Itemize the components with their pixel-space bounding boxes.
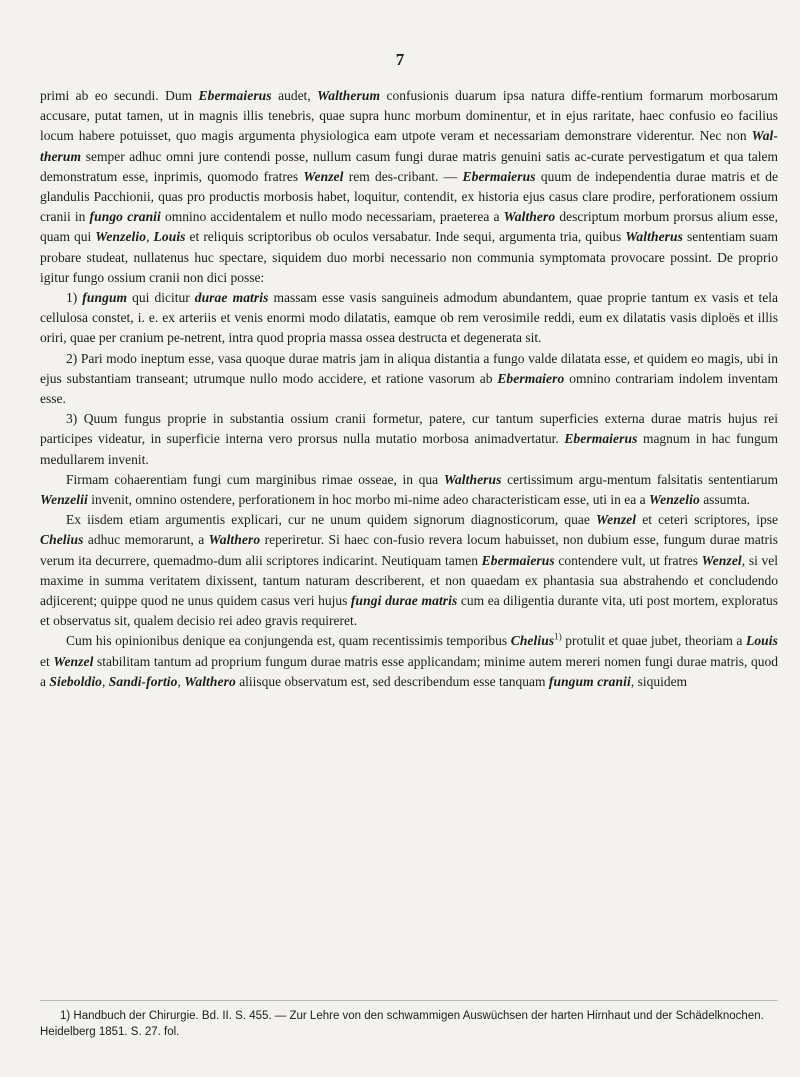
text-run: audet, — [271, 88, 318, 103]
paragraph-6 — [40, 510, 778, 631]
paragraph-2 — [40, 288, 778, 349]
italic-name: Ebermaierus — [564, 431, 638, 447]
italic-name: Wenzel — [596, 512, 637, 528]
text-run: cum ea diligentia durante vita, uti post mortem, exploratus et observatus sit, qualem decisio rei adeo gravis requireret. — [40, 593, 779, 629]
text-run: , — [177, 673, 185, 689]
footnote-divider — [40, 1000, 778, 1001]
text-run: massam esse vasis sanguineis admodum abundantem, quae proprie tantum ex vasis et tela cellulosa constet, i. e. ex arteriis et venis enormi modo dilatatis, eamque ob rem verosimile reddi, eum ex dilatatis vasis diploës et illis oriri, quae per cranium pe-netrent, intra quod propria massa ossea destructa et degenerata sit. — [40, 290, 779, 346]
text-run: semper adhuc omni jure contendi posse, nullum casum fungi durae matris genuini satis ac-curate pervestigatum et qua talem demonstratum esse, inprimis, quomodo fratres — [40, 148, 778, 184]
italic-name: fungum — [82, 290, 128, 306]
italic-name: durae matris — [194, 290, 269, 306]
page-number: 7 — [395, 50, 405, 69]
italic-name: Louis — [153, 229, 186, 245]
text-run: descriptum morbum prorsus alium esse, quam qui — [40, 209, 779, 245]
italic-name: Wenzel — [303, 168, 344, 184]
text-run: aliisque observatum est, sed describendum esse tanquam — [235, 673, 549, 689]
text-run: stabilitam tantum ad proprium fungum durae matris esse applicandam; minime autem mereri nomen fungi durae matris, quod a — [40, 653, 778, 689]
text-run: magnum in hac fungum medullarem invenit. — [40, 431, 778, 467]
text-run: 3) Quum fungus proprie in substantia ossium cranii formetur, patere, cur tantum superficies externa durae matris hujus rei participes videatur, in superficie interna vero prorsus nulla mutatio morbosa animadvertatur. — [40, 411, 778, 447]
text-run: et ceteri scriptores, ipse — [636, 512, 779, 528]
text-run: quum de independentia durae matris et de glandulis Pacchionii, quas pro productis morbosis habet, loquitur, contendit, ex historia ejus casus clare prodire, perforationem ossium cranii in — [40, 168, 779, 225]
italic-name: Ebermaiero — [497, 370, 565, 386]
text-run: , — [102, 673, 109, 689]
italic-name: Louis — [745, 633, 778, 649]
italic-name: fungum cranii — [548, 673, 631, 689]
italic-name: Wenzelio — [649, 492, 700, 508]
italic-name: Chelius — [40, 532, 84, 548]
text-run: , si vel maxime in summa veritatem dixissent, tantum naturam describerent, et non quaedam ex phantasia sua abstrahendo et concludendo adjicerent; quippe quod ne unus quidem casus veri hujus — [40, 552, 778, 609]
italic-name: Ebermaierus — [481, 552, 555, 568]
italic-name: fungo cranii — [89, 209, 161, 225]
text-run: , — [146, 229, 154, 245]
paragraph-4 — [40, 409, 778, 470]
text-run: omnino accidentalem et nullo modo necessariam, praeterea a — [160, 209, 504, 225]
italic-name: Wenzel — [53, 653, 94, 669]
italic-name: fungi durae matris — [350, 593, 458, 609]
text-run: primi ab eo secundi. Dum — [40, 88, 199, 103]
italic-name: Walthero — [503, 209, 556, 225]
text-run: , siquidem — [630, 673, 688, 689]
italic-name: Walthero — [208, 532, 261, 548]
text-run: omnino contrariam indolem inventam esse. — [40, 370, 779, 407]
footnotes — [40, 1008, 778, 1040]
paragraph-1 — [40, 86, 778, 288]
text-run: 1) — [66, 290, 83, 306]
text-run: Cum his opinionibus denique ea conjungenda est, quam recentissimis temporibus — [66, 633, 511, 649]
italic-name: Wal-therum — [40, 128, 778, 164]
italic-name: Wenzel — [701, 552, 742, 568]
paragraph-5 — [40, 470, 778, 510]
text-run: confusionis duarum ipsa natura diffe-rentium formarum morbosarum accusare, putat tamen, ut in magnis illis tenebris, quae supra hunc morbum dominentur, et in ejus raritate, haec confusio eo facilius locum habere potuisset, quo magis argumenta physiologica eam utpote veram et necessariam demonstrare viderentur. Nec non — [40, 88, 778, 144]
footnote-1: 1) Handbuch der Chirurgie. Bd. II. S. 455. — Zur Lehre von den schwammigen Auswüchsen der harten Hirnhaut und der Schädelknochen. Heidelberg 1851. S. 27. fol. — [40, 1010, 764, 1038]
text-run: Ex iisdem etiam argumentis explicari, cur ne unum quidem signorum diagnosticorum, quae — [66, 512, 597, 528]
paragraph-3 — [40, 349, 778, 410]
italic-name: Wenzelio — [95, 229, 147, 245]
body-text — [40, 86, 778, 692]
text-run: adhuc memorarunt, a — [83, 532, 209, 548]
italic-name: Waltherum — [317, 88, 381, 103]
footnote-ref: 1) — [554, 631, 562, 642]
text-run: reperiretur. Si haec con-fusio revera locum habuisset, non dubium esse, fungum durae matris verum ita decurrere, quemadmo-dum alii scriptores indicarint. Neutiquam tamen — [40, 532, 779, 568]
text-run: contendere vult, ut fratres — [554, 552, 702, 568]
text-run: rem des-cribant. — — [343, 168, 463, 184]
italic-name: Wenzelii — [40, 492, 88, 508]
italic-name: Ebermaierus — [198, 88, 272, 103]
text-run: invenit, omnino ostendere, perforationem in hoc morbo mi-nime adeo characteristicam esse, uti in ea a — [87, 492, 649, 508]
italic-name: Walthero — [184, 673, 236, 689]
text-run: 2) Pari modo ineptum esse, vasa quoque durae matris jam in aliqua distantia a fungo valde dilatata esse, et quidem eo magis, ubi in ejus substantiam transeant; utrumque nullo modo accidere, et ratione vasorum ab — [40, 350, 778, 386]
text-run: assumta. — [699, 492, 751, 508]
italic-name: Sieboldio — [49, 673, 103, 689]
text-run: protulit et quae jubet, theoriam a — [561, 633, 746, 649]
italic-name: Waltherus — [625, 229, 683, 245]
text-run: qui dicitur — [127, 290, 195, 306]
text-run: certissimum argu-mentum falsitatis sententiarum — [501, 471, 778, 487]
italic-name: Ebermaierus — [462, 168, 536, 184]
italic-name: Waltherus — [443, 471, 502, 487]
text-run: sententiam suam probare studeat, nullatenus huc spectare, siquidem duo morbi necessario non communia symptomata provocare possint. De proprio igitur fungo ossium cranii non dici posse: — [40, 229, 779, 285]
italic-name: Sandi-fortio — [108, 673, 178, 689]
text-run: Firmam cohaerentiam fungi cum marginibus rimae osseae, in qua — [66, 471, 444, 487]
text-run: et — [40, 653, 54, 669]
italic-name: Chelius — [510, 633, 555, 649]
paragraph-7 — [40, 631, 778, 692]
text-run: et reliquis scriptoribus ob oculos versabatur. Inde sequi, argumenta tria, quibus — [185, 229, 626, 245]
